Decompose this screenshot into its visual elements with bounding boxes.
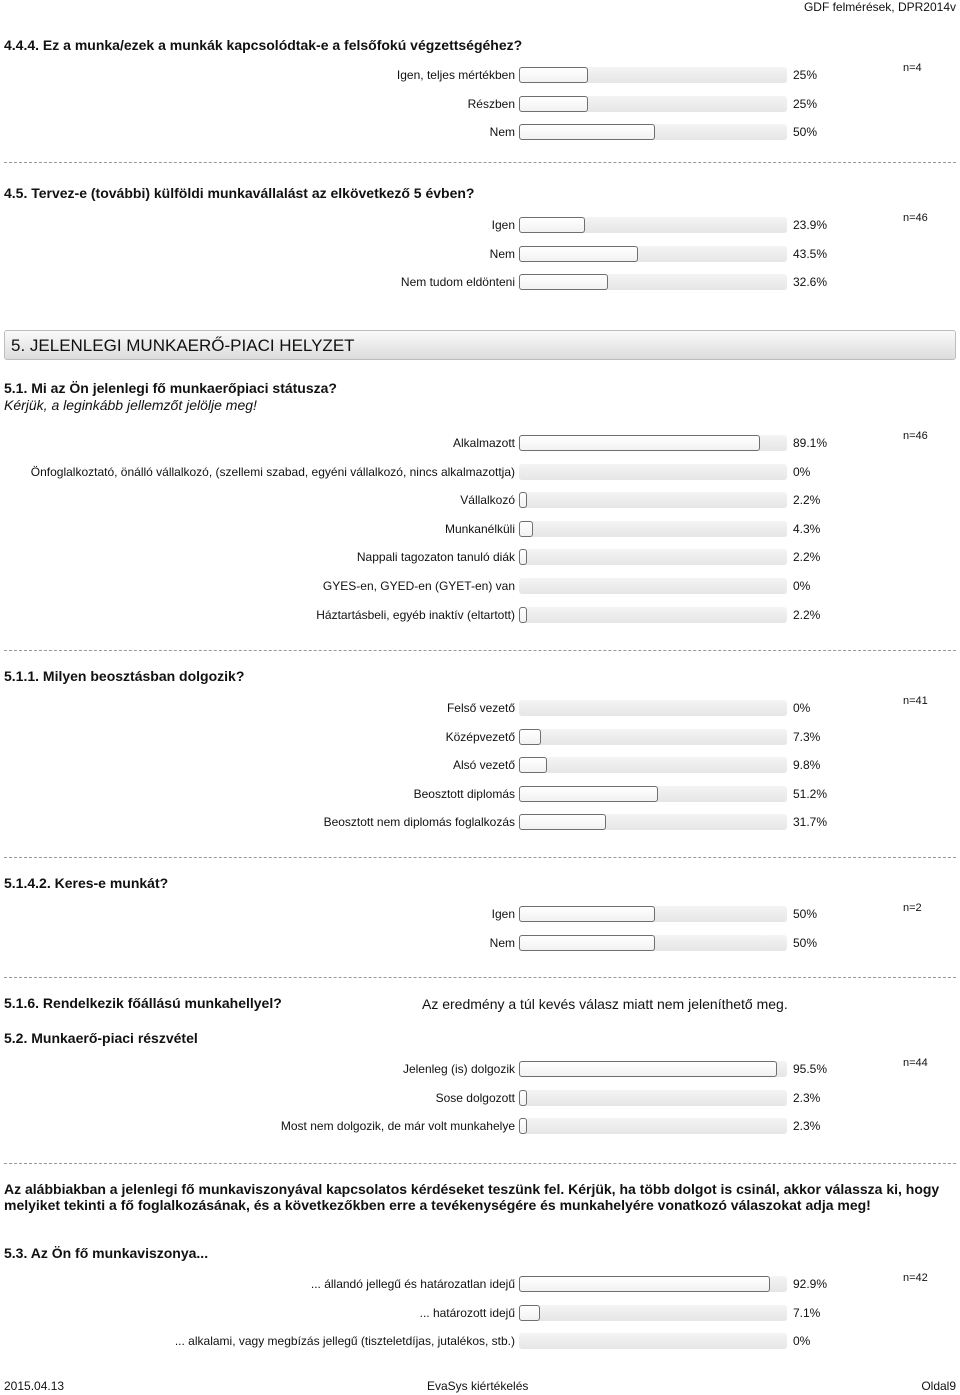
- option-percentage: 23.9%: [793, 218, 828, 232]
- response-bar-fill: [519, 1090, 527, 1106]
- section-header: [4, 330, 956, 360]
- response-bar-track: [519, 1118, 787, 1134]
- respondent-count: n=42: [903, 1272, 928, 1284]
- option-label: Nem: [489, 125, 515, 139]
- option-label: Nem: [489, 936, 515, 950]
- option-percentage: 2.3%: [793, 1091, 821, 1105]
- response-bar-fill: [519, 757, 547, 773]
- option-percentage: 0%: [793, 701, 811, 715]
- response-bar-fill: [519, 246, 638, 262]
- response-bar-fill: [519, 124, 655, 140]
- option-percentage: 0%: [793, 579, 811, 593]
- option-label: Részben: [467, 97, 515, 111]
- question-title: 5.1. Mi az Ön jelenlegi fő munkaerőpiaci státusza?: [4, 380, 337, 396]
- option-percentage: 2.3%: [793, 1119, 821, 1133]
- response-bar-fill: [519, 67, 588, 83]
- footer-page-number: Oldal9: [921, 1379, 956, 1393]
- option-label: Igen, teljes mértékben: [396, 68, 515, 82]
- response-bar-track: [519, 521, 787, 537]
- question-title: 4.4.4. Ez a munka/ezek a munkák kapcsolódtak-e a felsőfokú végzettségéhez?: [4, 37, 523, 53]
- question-title: 4.5. Tervez-e (további) külföldi munkavállalást az elkövetkező 5 évben?: [4, 185, 475, 201]
- response-bar-fill: [519, 521, 533, 537]
- response-bar-track: [519, 124, 787, 140]
- response-bar-track: [519, 906, 787, 922]
- response-bar-track: [519, 464, 787, 480]
- response-bar-track: [519, 607, 787, 623]
- option-label: Beosztott nem diplomás foglalkozás: [323, 815, 515, 829]
- question-subtitle: Kérjük, a leginkább jellemzőt jelölje meg!: [4, 397, 257, 413]
- response-bar-fill: [519, 549, 527, 565]
- response-bar-track: [519, 217, 787, 233]
- option-percentage: 50%: [793, 907, 818, 921]
- divider: [4, 857, 956, 858]
- option-label: Önfoglalkoztató, önálló vállalkozó, (szellemi szabad, egyéni vállalkozó, nincs alkalmazottja): [30, 465, 515, 479]
- response-bar-fill: [519, 274, 608, 290]
- option-label: Vállalkozó: [460, 493, 515, 507]
- option-label: ... állandó jellegű és határozatlan idejű: [310, 1277, 515, 1291]
- question-title: 5.2. Munkaerő-piaci részvétel: [4, 1030, 198, 1046]
- response-bar-fill: [519, 492, 527, 508]
- option-percentage: 7.1%: [793, 1306, 821, 1320]
- option-label: Beosztott diplomás: [413, 787, 515, 801]
- option-percentage: 25%: [793, 97, 818, 111]
- response-bar-fill: [519, 607, 527, 623]
- option-label: ... határozott idejű: [419, 1306, 515, 1320]
- response-bar-fill: [519, 729, 541, 745]
- response-bar-fill: [519, 935, 655, 951]
- option-label: Alsó vezető: [452, 758, 515, 772]
- response-bar-track: [519, 786, 787, 802]
- respondent-count: n=44: [903, 1057, 928, 1069]
- option-percentage: 2.2%: [793, 550, 821, 564]
- response-bar-fill: [519, 1276, 770, 1292]
- respondent-count: n=2: [903, 902, 922, 914]
- response-bar-fill: [519, 1061, 777, 1077]
- option-percentage: 50%: [793, 125, 818, 139]
- page-header: GDF felmérések, DPR2014v: [803, 0, 956, 14]
- response-bar-fill: [519, 217, 585, 233]
- respondent-count: n=41: [903, 695, 928, 707]
- response-bar-track: [519, 757, 787, 773]
- question-title: 5.1.6. Rendelkezik főállású munkahellyel?: [4, 995, 282, 1011]
- response-bar-track: [519, 935, 787, 951]
- response-bar-track: [519, 492, 787, 508]
- option-label: Nem tudom eldönteni: [400, 275, 515, 289]
- option-percentage: 43.5%: [793, 247, 828, 261]
- respondent-count: n=46: [903, 430, 928, 442]
- response-bar-fill: [519, 906, 655, 922]
- option-percentage: 7.3%: [793, 730, 821, 744]
- response-bar-track: [519, 814, 787, 830]
- option-percentage: 95.5%: [793, 1062, 828, 1076]
- response-bar-track: [519, 729, 787, 745]
- response-bar-track: [519, 67, 787, 83]
- response-bar-track: [519, 246, 787, 262]
- footer-center: EvaSys kiértékelés: [427, 1379, 529, 1393]
- option-percentage: 92.9%: [793, 1277, 828, 1291]
- response-bar-track: [519, 1276, 787, 1292]
- option-label: Sose dolgozott: [435, 1091, 515, 1105]
- option-label: Most nem dolgozik, de már volt munkahelye: [280, 1119, 515, 1133]
- divider: [4, 162, 956, 163]
- divider: [4, 650, 956, 651]
- response-bar-fill: [519, 814, 606, 830]
- option-percentage: 4.3%: [793, 522, 821, 536]
- response-bar-track: [519, 1305, 787, 1321]
- option-percentage: 51.2%: [793, 787, 828, 801]
- response-bar-track: [519, 1333, 787, 1349]
- response-bar-fill: [519, 96, 588, 112]
- option-percentage: 89.1%: [793, 436, 828, 450]
- response-bar-track: [519, 1090, 787, 1106]
- option-label: GYES-en, GYED-en (GYET-en) van: [322, 579, 515, 593]
- option-label: Nem: [489, 247, 515, 261]
- option-percentage: 0%: [793, 465, 811, 479]
- option-label: Igen: [491, 218, 515, 232]
- response-bar-fill: [519, 1305, 540, 1321]
- question-title: 5.1.4.2. Keres-e munkát?: [4, 875, 169, 891]
- option-percentage: 31.7%: [793, 815, 828, 829]
- response-bar-fill: [519, 786, 658, 802]
- option-label: Középvezető: [445, 730, 515, 744]
- option-percentage: 25%: [793, 68, 818, 82]
- response-bar-track: [519, 700, 787, 716]
- response-bar-fill: [519, 435, 760, 451]
- response-bar-track: [519, 578, 787, 594]
- option-label: ... alkalami, vagy megbízás jellegű (tiszteletdíjas, jutalékos, stb.): [174, 1334, 515, 1348]
- divider: [4, 977, 956, 978]
- option-percentage: 9.8%: [793, 758, 821, 772]
- footer-date: 2015.04.13: [4, 1379, 65, 1393]
- divider: [4, 1163, 956, 1164]
- response-bar-track: [519, 549, 787, 565]
- response-bar-track: [519, 274, 787, 290]
- option-label: Felső vezető: [446, 701, 515, 715]
- option-label: Jelenleg (is) dolgozik: [402, 1062, 515, 1076]
- option-percentage: 0%: [793, 1334, 811, 1348]
- question-title: 5.1.1. Milyen beosztásban dolgozik?: [4, 668, 245, 684]
- response-bar-track: [519, 1061, 787, 1077]
- option-label: Nappali tagozaton tanuló diák: [356, 550, 515, 564]
- option-percentage: 2.2%: [793, 608, 821, 622]
- option-label: Háztartásbeli, egyéb inaktív (eltartott): [316, 608, 515, 622]
- response-bar-track: [519, 435, 787, 451]
- option-label: Alkalmazott: [452, 436, 515, 450]
- option-label: Munkanélküli: [444, 522, 515, 536]
- response-bar-track: [519, 96, 787, 112]
- option-label: Igen: [491, 907, 515, 921]
- respondent-count: n=46: [903, 212, 928, 224]
- instruction-text: Az alábbiakban a jelenlegi fő munkaviszonyával kapcsolatos kérdéseket teszünk fel. Kérjük, ha több dolgot is csinál, akkor válassza ki, hogy melyiket tekinti a fő foglalkozásának, és a következőkben erre a tevékenységére és munkahelyére vonatkozó válaszokat adja meg!: [4, 1181, 940, 1213]
- option-percentage: 2.2%: [793, 493, 821, 507]
- insufficient-data-notice: Az eredmény a túl kevés válasz miatt nem jeleníthető meg.: [422, 996, 788, 1012]
- section-title: 5. JELENLEGI MUNKAERŐ-PIACI HELYZET: [11, 336, 355, 355]
- question-title: 5.3. Az Ön fő munkaviszonya...: [4, 1245, 209, 1261]
- respondent-count: n=4: [903, 62, 922, 74]
- option-percentage: 32.6%: [793, 275, 828, 289]
- option-percentage: 50%: [793, 936, 818, 950]
- response-bar-fill: [519, 1118, 527, 1134]
